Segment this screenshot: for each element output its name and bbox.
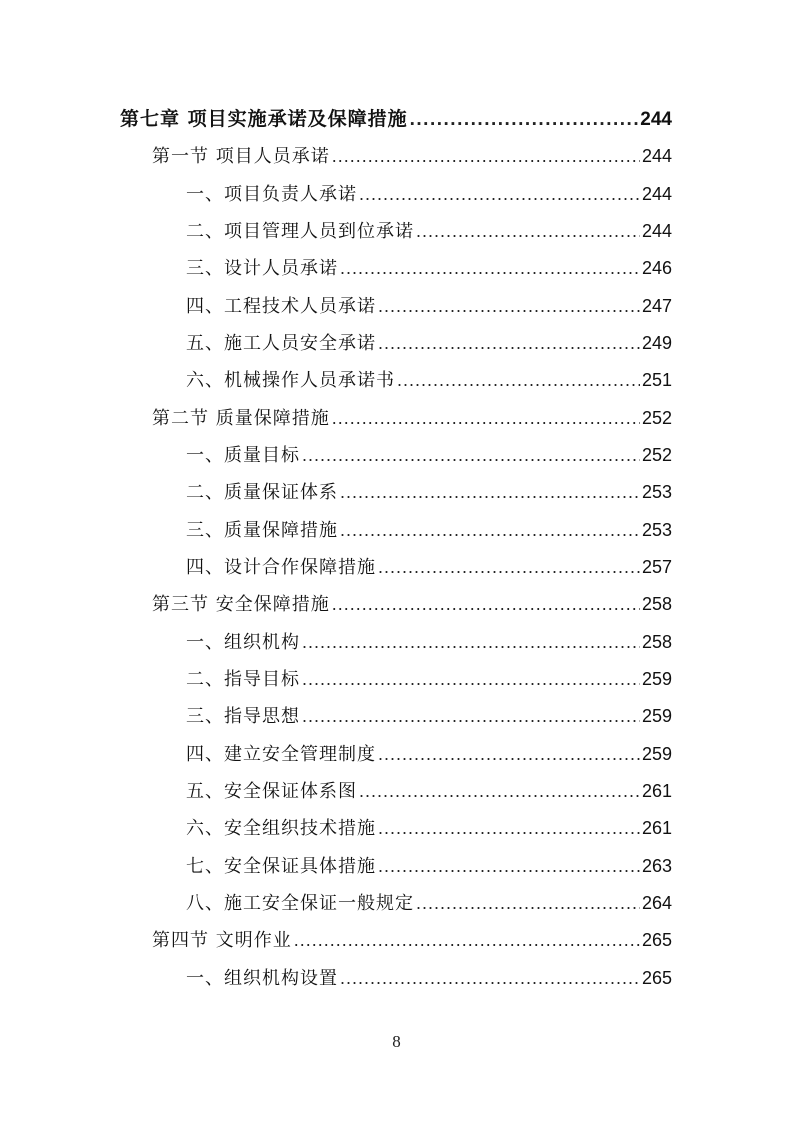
toc-label: 五、安全保证体系图 xyxy=(186,781,357,802)
toc-page: 259 xyxy=(641,744,672,764)
toc-label: 八、施工安全保证一般规定 xyxy=(186,893,414,914)
toc-item[interactable] xyxy=(186,328,672,358)
toc-leader xyxy=(410,105,639,135)
toc-page: 261 xyxy=(641,818,672,838)
toc-label: 第二节 质量保障措施 xyxy=(152,408,330,429)
toc-label: 第四节 文明作业 xyxy=(152,930,292,951)
toc-item[interactable] xyxy=(186,365,672,395)
toc-item[interactable] xyxy=(186,963,672,993)
toc-page: 247 xyxy=(641,296,672,316)
toc-item[interactable] xyxy=(186,627,672,657)
toc-label: 一、质量目标 xyxy=(186,445,300,466)
toc-leader xyxy=(340,477,640,507)
toc-label: 二、项目管理人员到位承诺 xyxy=(186,221,414,242)
toc-page: 265 xyxy=(641,968,672,988)
toc-leader xyxy=(332,141,640,171)
toc-page: 244 xyxy=(641,146,672,166)
toc-leader xyxy=(378,552,640,582)
toc-leader xyxy=(302,701,640,731)
toc-leader xyxy=(302,627,640,657)
toc-item[interactable] xyxy=(186,701,672,731)
toc-label: 一、组织机构设置 xyxy=(186,968,338,989)
toc-leader xyxy=(378,813,640,843)
toc-chapter-7[interactable] xyxy=(120,104,672,134)
toc-page: 251 xyxy=(641,370,672,390)
toc-label: 三、指导思想 xyxy=(186,706,300,727)
toc-item[interactable] xyxy=(186,477,672,507)
toc-item[interactable] xyxy=(186,291,672,321)
toc-label: 三、质量保障措施 xyxy=(186,520,338,541)
toc-leader xyxy=(359,776,640,806)
toc-item[interactable] xyxy=(186,739,672,769)
toc-page: 263 xyxy=(641,856,672,876)
toc-leader xyxy=(340,253,640,283)
toc-leader xyxy=(302,664,640,694)
toc-item[interactable] xyxy=(186,253,672,283)
toc-item[interactable] xyxy=(186,813,672,843)
toc-label: 七、安全保证具体措施 xyxy=(186,856,376,877)
toc-leader xyxy=(359,179,640,209)
toc-leader xyxy=(332,403,640,433)
toc-item[interactable] xyxy=(186,888,672,918)
toc-section-1[interactable] xyxy=(152,141,672,171)
toc-page: 244 xyxy=(640,109,672,130)
toc-label: 第三节 安全保障措施 xyxy=(152,594,330,615)
toc-page: 261 xyxy=(641,781,672,801)
toc-page: 252 xyxy=(641,445,672,465)
toc-page: 244 xyxy=(641,221,672,241)
toc-leader xyxy=(397,365,640,395)
toc-item[interactable] xyxy=(186,851,672,881)
toc-page: 252 xyxy=(641,408,672,428)
toc-item[interactable] xyxy=(186,776,672,806)
toc-item[interactable] xyxy=(186,552,672,582)
toc-page: 264 xyxy=(641,893,672,913)
toc-label: 一、组织机构 xyxy=(186,632,300,653)
toc-label: 三、设计人员承诺 xyxy=(186,258,338,279)
toc-page: 258 xyxy=(641,632,672,652)
toc-page: 258 xyxy=(641,594,672,614)
toc-label: 一、项目负责人承诺 xyxy=(186,184,357,205)
toc-leader xyxy=(416,216,640,246)
toc-leader xyxy=(294,925,640,955)
toc-section-4[interactable] xyxy=(152,925,672,955)
toc-label: 四、设计合作保障措施 xyxy=(186,557,376,578)
toc-label: 第一节 项目人员承诺 xyxy=(152,146,330,167)
toc-page: 259 xyxy=(641,669,672,689)
toc-item[interactable] xyxy=(186,216,672,246)
toc-label: 第七章 项目实施承诺及保障措施 xyxy=(120,108,408,130)
toc-leader xyxy=(332,589,640,619)
toc-page: 249 xyxy=(641,333,672,353)
toc-label: 六、安全组织技术措施 xyxy=(186,818,376,839)
toc-leader xyxy=(378,739,640,769)
toc-page: 259 xyxy=(641,706,672,726)
toc-leader xyxy=(302,440,640,470)
toc-leader xyxy=(340,963,640,993)
toc-label: 二、质量保证体系 xyxy=(186,482,338,503)
page-number: 8 xyxy=(392,1032,401,1051)
toc-leader xyxy=(340,515,640,545)
toc-page: 253 xyxy=(641,482,672,502)
toc-item[interactable] xyxy=(186,664,672,694)
toc-section-2[interactable] xyxy=(152,403,672,433)
toc-label: 五、施工人员安全承诺 xyxy=(186,333,376,354)
toc-item[interactable] xyxy=(186,179,672,209)
toc-label: 四、工程技术人员承诺 xyxy=(186,296,376,317)
toc-label: 二、指导目标 xyxy=(186,669,300,690)
toc-leader xyxy=(378,291,640,321)
toc-leader xyxy=(416,888,640,918)
toc-page: 265 xyxy=(641,930,672,950)
toc-page: 253 xyxy=(641,520,672,540)
toc-label: 四、建立安全管理制度 xyxy=(186,744,376,765)
toc-page: 244 xyxy=(641,184,672,204)
toc-label: 六、机械操作人员承诺书 xyxy=(186,370,395,391)
toc-section-3[interactable] xyxy=(152,589,672,619)
toc-page: 246 xyxy=(641,258,672,278)
toc-item[interactable] xyxy=(186,515,672,545)
toc-item[interactable] xyxy=(186,440,672,470)
toc-leader xyxy=(378,851,640,881)
toc-leader xyxy=(378,328,640,358)
toc-page: 257 xyxy=(641,557,672,577)
